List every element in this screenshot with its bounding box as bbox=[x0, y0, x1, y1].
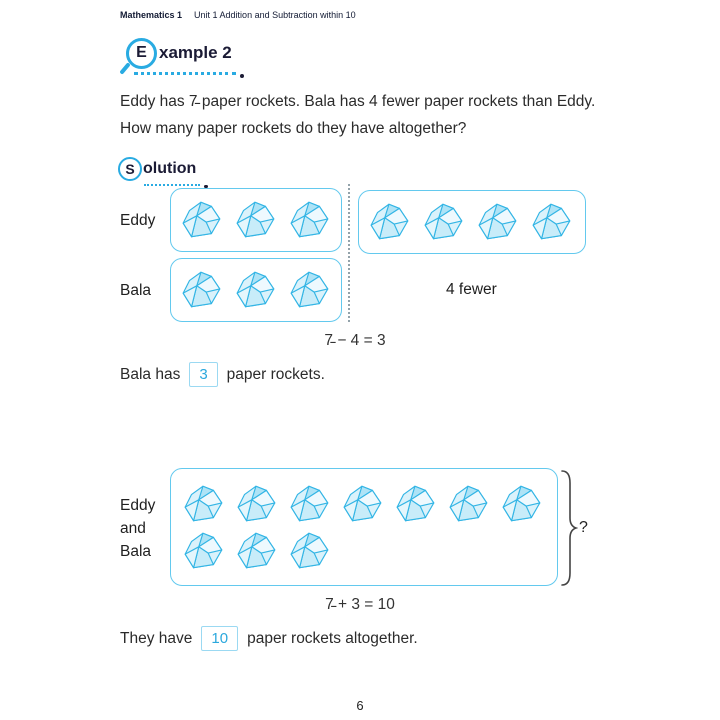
problem-line-2: How many paper rockets do they have altogether? bbox=[120, 120, 467, 137]
question-mark-label: ? bbox=[579, 519, 588, 536]
combined-rocket-box bbox=[170, 468, 558, 586]
combined-rocket-row-1 bbox=[181, 483, 547, 525]
fewer-label: 4 fewer bbox=[446, 281, 497, 298]
paper-rocket-icon bbox=[287, 269, 333, 311]
page-header bbox=[120, 10, 356, 20]
paper-rocket-icon bbox=[421, 201, 467, 243]
paper-rocket-icon bbox=[393, 483, 439, 525]
solution-badge-circle-icon bbox=[118, 157, 142, 181]
paper-rocket-icon bbox=[287, 530, 333, 572]
paper-rocket-icon bbox=[233, 199, 279, 241]
example-badge bbox=[126, 38, 232, 68]
paper-rocket-icon bbox=[181, 483, 227, 525]
problem-line-1: Eddy has 7̵ paper rockets. Bala has 4 fewer paper rockets than Eddy. bbox=[120, 93, 596, 110]
eddy-rocket-group-1 bbox=[170, 188, 342, 252]
book-title: Mathematics 1 bbox=[120, 10, 183, 20]
eddy-rocket-group-2 bbox=[358, 190, 586, 254]
solution-badge-label: olution bbox=[143, 160, 197, 177]
answer-statement-1 bbox=[120, 362, 325, 387]
paper-rocket-icon bbox=[287, 199, 333, 241]
paper-rocket-icon bbox=[287, 483, 333, 525]
example-badge-initial: E bbox=[136, 44, 147, 61]
eddy-row-label: Eddy bbox=[120, 212, 156, 229]
bala-rocket-group bbox=[170, 258, 342, 322]
dotted-underline bbox=[134, 72, 236, 75]
paper-rocket-icon bbox=[179, 199, 225, 241]
combined-label-line-3: Bala bbox=[120, 543, 152, 560]
dotted-underline bbox=[144, 184, 200, 186]
paper-rocket-icon bbox=[367, 201, 413, 243]
page-number: 6 bbox=[356, 698, 364, 713]
paper-rocket-icon bbox=[499, 483, 545, 525]
paper-rocket-icon bbox=[340, 483, 386, 525]
paper-rocket-icon bbox=[446, 483, 492, 525]
underline-end-dot bbox=[240, 74, 244, 78]
paper-rocket-icon bbox=[234, 483, 280, 525]
paper-rocket-icon bbox=[529, 201, 575, 243]
answer-box-3: 3 bbox=[189, 362, 217, 387]
subtraction-equation: 7̵ − 4 = 3 bbox=[324, 332, 386, 349]
combined-rocket-row-2 bbox=[181, 530, 547, 572]
statement-2-prefix: They have bbox=[120, 629, 193, 647]
paper-rocket-icon bbox=[181, 530, 227, 572]
solution-badge bbox=[118, 156, 196, 182]
statement-2-suffix: paper rockets altogether. bbox=[247, 629, 418, 647]
unit-title: Unit 1 Addition and Subtraction within 10 bbox=[194, 10, 356, 20]
statement-1-prefix: Bala has bbox=[120, 365, 181, 383]
paper-rocket-icon bbox=[234, 530, 280, 572]
combined-label-line-1: Eddy bbox=[120, 497, 156, 514]
addition-equation: 7̵ + 3 = 10 bbox=[325, 596, 395, 613]
answer-statement-2 bbox=[120, 626, 418, 651]
paper-rocket-icon bbox=[233, 269, 279, 311]
solution-badge-initial: S bbox=[125, 161, 135, 177]
bala-row-label: Bala bbox=[120, 282, 152, 299]
magnifier-icon bbox=[126, 38, 157, 69]
paper-rocket-icon bbox=[179, 269, 225, 311]
paper-rocket-icon bbox=[475, 201, 521, 243]
answer-box-10: 10 bbox=[201, 626, 238, 651]
example-badge-label: xample 2 bbox=[159, 43, 232, 62]
combined-row-label bbox=[120, 494, 155, 563]
statement-1-suffix: paper rockets. bbox=[226, 365, 325, 383]
curly-brace-icon bbox=[560, 469, 578, 587]
combined-label-line-2: and bbox=[120, 520, 146, 537]
comparison-dotted-divider bbox=[348, 184, 350, 322]
problem-text bbox=[120, 88, 625, 142]
